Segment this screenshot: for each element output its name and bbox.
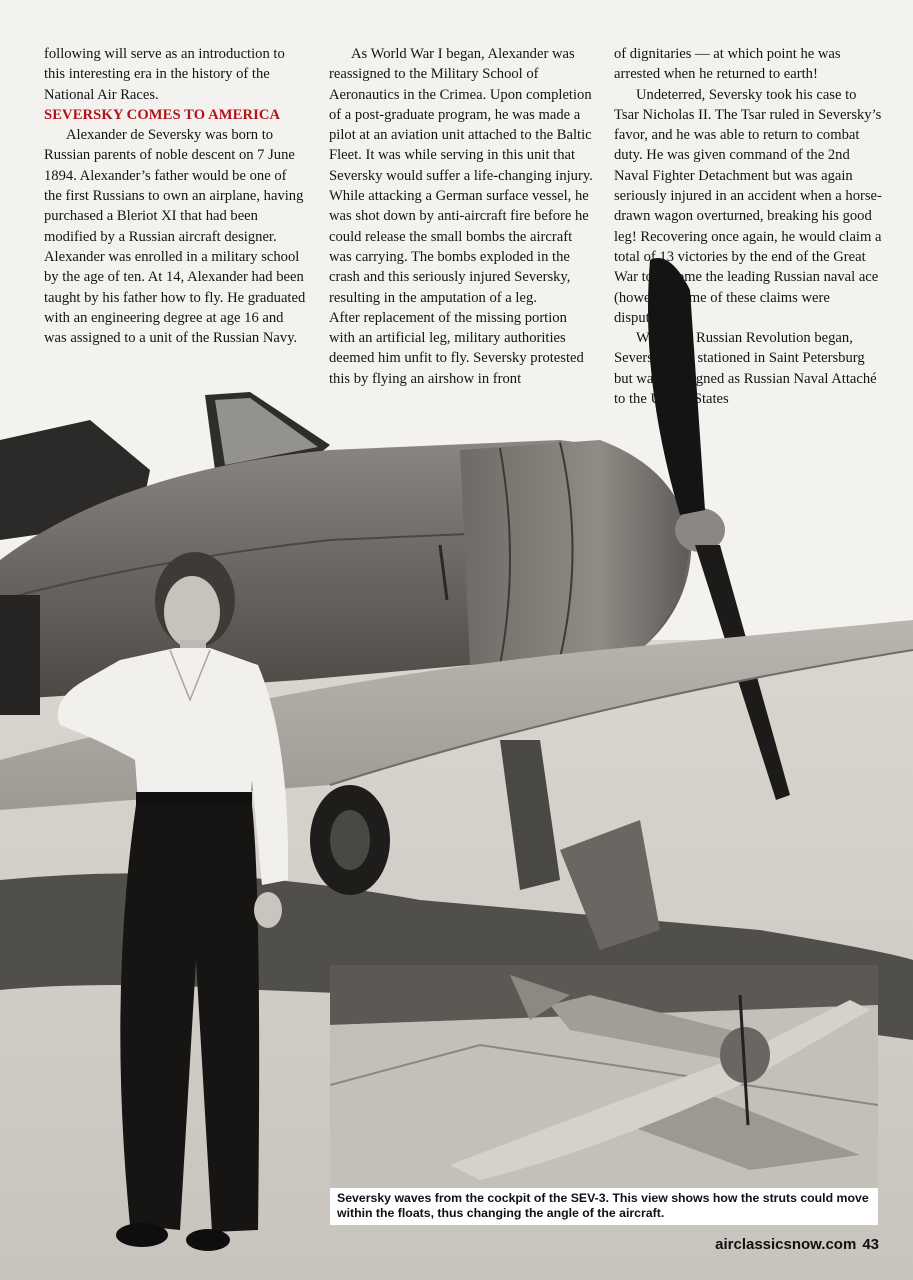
body-paragraph-text: Undeterred, Seversky took his case to Tsar Nicholas II. The Tsar ruled in Seversky’s favor, and he was able to return to combat duty. He was given command of the 2nd Naval Fighter Detachment but was again seriously injured in an accident when a horse-drawn wagon overturned, breaking his good leg! Recovering once again, he would claim a total of 13 victories by the end of the Great War to become the leading Russian naval ace (however, some of these claims were disputed). <box>614 86 882 326</box>
body-paragraph <box>614 85 882 329</box>
body-paragraph: of dignitaries — at which point he was arrested when he returned to earth! <box>614 46 841 83</box>
footer-site: airclassicsnow.com <box>715 1236 857 1253</box>
body-paragraph: After replacement of the missing portion with an artificial leg, military authorities deemed him unfit to fly. Seversky protested this by flying an airshow in front <box>329 309 584 387</box>
photo-caption: Seversky waves from the cockpit of the SEV-3. This view shows how the struts could move within the floats, thus changing the angle of the aircraft. <box>337 1191 869 1220</box>
column-1 <box>44 44 306 348</box>
page-number: 43 <box>862 1236 879 1253</box>
intro-paragraph: following will serve as an introduction to this interesting era in the history of the National Air Races. <box>44 46 285 103</box>
section-heading: SEVERSKY COMES TO AMERICA <box>44 106 281 123</box>
page-footer <box>715 1236 879 1253</box>
column-2 <box>329 44 595 389</box>
body-paragraph: When the Russian Revolution began, Seversky was stationed in Saint Petersburg but was reassigned as Russian Naval Attaché to the United States <box>614 330 877 408</box>
inset-photo-frame <box>330 965 878 1225</box>
body-paragraph: As World War I began, Alexander was reassigned to the Military School of Aeronautics in the Crimea. Upon completion of a post-graduate program, he was made a pilot at an aviation unit attached to the Baltic Fleet. It was while serving in this unit that Seversky would suffer a life-changing injury. While attacking a German surface vessel, he was shot down by anti-aircraft fire before he could release the small bombs the aircraft was carrying. The bombs exploded in the crash and this seriously injured Seversky, resulting in the amputation of a leg. <box>329 46 593 306</box>
inset-photo <box>330 965 878 1188</box>
column-3 <box>614 44 882 409</box>
body-paragraph: Alexander de Seversky was born to Russian parents of noble descent on 7 June 1894. Alexander’s father would be one of the first Russians to own an airplane, having purchased a Bleriot XI that had been modified by a Russian aircraft designer. Alexander was enrolled in a military school by the age of ten. At 14, Alexander had been taught by his father how to fly. He graduated with an engineering degree at age 16 and was assigned to a unit of the Russian Navy. <box>44 127 306 347</box>
